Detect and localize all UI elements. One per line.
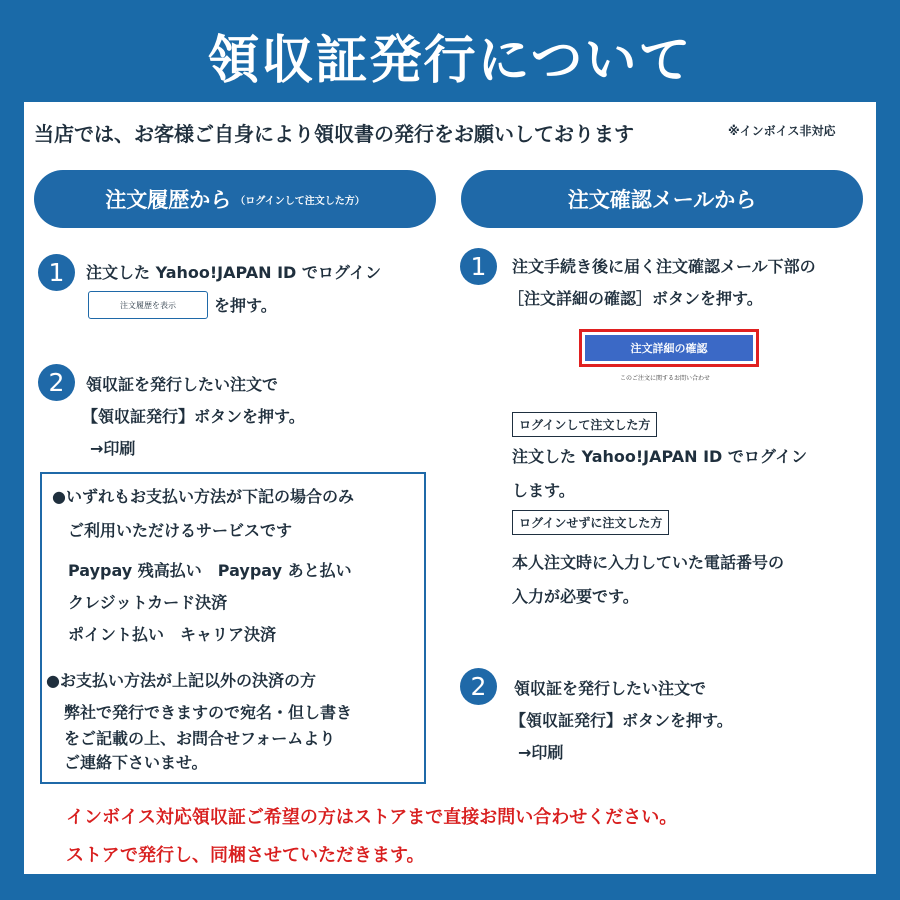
box-line-1: Paypay 残高払い Paypay あと払い: [68, 561, 352, 580]
right-step1-line2: ［注文詳細の確認］ボタンを押す。: [508, 289, 763, 308]
box-line-3: ポイント払い キャリア決済: [68, 625, 277, 644]
detail-button-highlight: [579, 329, 759, 367]
box-line-6: ご連絡下さいませ。: [64, 753, 208, 772]
tag-guest: ログインせずに注文した方: [512, 510, 669, 535]
tag-guest-line1: 本人注文時に入力していた電話番号の: [512, 553, 785, 572]
box-line-4: 弊社で発行できますので宛名・但し書き: [64, 703, 353, 722]
order-history-pill-label: 注文履歴から: [105, 188, 232, 212]
page-title: 領収証発行について: [207, 31, 693, 91]
content-panel: [24, 102, 876, 874]
right-step2-line2: 【領収証発行】ボタンを押す。: [510, 711, 733, 730]
box-line-5: をご記載の上、お問合せフォームより: [64, 729, 336, 748]
left-step2-line2: 【領収証発行】ボタンを押す。: [82, 407, 305, 426]
box-heading-2: ●お支払い方法が上記以外の決済の方: [46, 671, 316, 690]
order-history-pill-sub: （ログインして注文した方）: [235, 195, 365, 207]
tag-logged-in-line1: 注文した Yahoo!JAPAN ID でログイン: [512, 447, 808, 466]
right-step2-number: 2: [460, 668, 497, 705]
right-step1-number: 1: [460, 248, 497, 285]
left-step2-line1: 領収証を発行したい注文で: [86, 375, 279, 394]
payment-info-box: [40, 472, 426, 784]
order-history-pill: [34, 170, 436, 228]
order-email-pill-label: 注文確認メールから: [567, 188, 757, 212]
invoice-note: ※インボイス非対応: [728, 124, 836, 138]
box-heading-1: ●いずれもお支払い方法が下記の場合のみ: [52, 487, 354, 506]
left-step2-line3: →印刷: [90, 439, 136, 458]
left-step2-number: 2: [38, 364, 75, 401]
box-heading-1b: ご利用いただけるサービスです: [68, 521, 293, 540]
invoice-alert-line1: インボイス対応領収証ご希望の方はストアまで直接お問い合わせください。: [66, 807, 678, 828]
tag-logged-in: ログインして注文した方: [512, 412, 657, 437]
order-email-pill: [461, 170, 863, 228]
detail-caption: このご注文に関するお問い合わせ: [620, 375, 711, 382]
tag-logged-in-line2: します。: [512, 481, 575, 500]
right-step2-line1: 領収証を発行したい注文で: [514, 679, 707, 698]
right-step2-line3: →印刷: [518, 743, 564, 762]
order-detail-button[interactable]: 注文詳細の確認: [585, 335, 753, 361]
left-step1-number: 1: [38, 254, 75, 291]
right-step1-line1: 注文手続き後に届く注文確認メール下部の: [512, 257, 816, 276]
left-step1-line2: を押す。: [214, 296, 277, 315]
invoice-alert-line2: ストアで発行し、同梱させていただきます。: [66, 845, 425, 866]
left-step1-line1: 注文した Yahoo!JAPAN ID でログイン: [86, 263, 382, 282]
box-line-2: クレジットカード決済: [68, 593, 228, 612]
intro-text: 当店では、お客様ご自身により領収書の発行をお願いしております: [34, 122, 634, 146]
order-history-button[interactable]: 注文履歴を表示: [88, 291, 208, 319]
tag-guest-line2: 入力が必要です。: [512, 587, 639, 606]
